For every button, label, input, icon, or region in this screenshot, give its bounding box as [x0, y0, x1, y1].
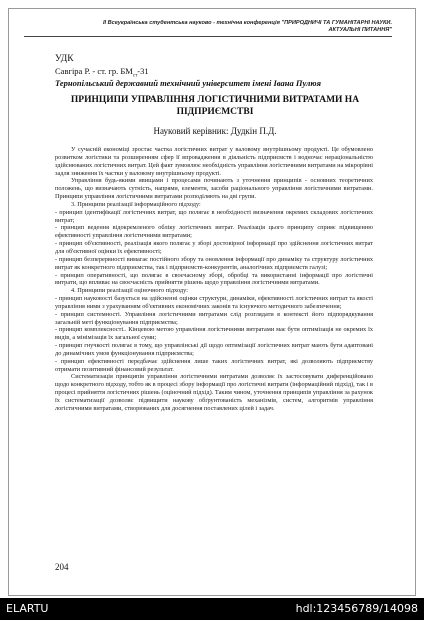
paragraph: Управління будь-якими явищами і процесами починають з уточнення принципів - основних теоретичних положень, що визначають сутність, напрями, елементи, засоби раціонального управління логістичними витратами. Принципи управління логістичними витратами розподіляють на дві групи.	[55, 177, 373, 201]
body-text	[55, 146, 373, 413]
paragraph: Систематизація принципів управління логістичними витратами дозволяє їх застосовувати диференційовано щодо конкретного підходу, тобто як в процесі збору інформації про логістичні витрати (інформаційний підхід), так і в процесі прийняття логістичних рішень (оціночний підхід). Таким чином, уточнення принципів управління за рахунок їх систематизації дозволяє підвищити наукову обґрунтованість механізмів, систем, алгоритмів управління логістичними витратами, створюваних для досягнення поставлених цілей і задач.	[55, 373, 373, 412]
paragraph: 3. Принципи реалізації інформаційного підходу:	[71, 200, 201, 208]
conference-line-2: АКТУАЛЬНІ ПИТАННЯ"	[328, 27, 392, 33]
list-item: - принцип ідентифікації логістичних витрат, що полягає в необхідності визначення окремих складових логістичних витрат;	[55, 208, 373, 224]
list-item: - принцип ефективності передбачає здійснення лише таких логістичних витрат, які дозволяють підприємству отримати позитивний фінансовий результат.	[55, 357, 373, 373]
paper-title	[55, 94, 375, 118]
paragraph: У сучасній економіці зростає частка логістичних витрат у валовому внутрішньому продукті. Це обумовлено розвитком логістики та розширенням сфер її впровадження в діяльність підприємств і водночас нераціональністю здійснюваних логістичних витрат. Цей факт зумовлює необхідність управління логістичними витратами на мікрорівні задля зниження їх частки у валовому внутрішньому продукті.	[55, 146, 373, 177]
list-item: - принцип науковості базується на здійсненні оцінки структури, динаміки, ефективності логістичних витрат та якості управління ними з урахуванням об'єктивних економічних законів та існуючого методичного забезпечення;	[55, 295, 373, 310]
author-group-subscript: ст	[132, 73, 138, 79]
list-item: - принцип системності. Управління логістичними витратами слід розглядати в контексті його підпорядкування загальній меті функціонування підприємства;	[55, 310, 373, 326]
title-line-1: ПРИНЦИПИ УПРАВЛІННЯ ЛОГІСТИЧНИМИ ВИТРАТАМИ НА	[70, 95, 360, 105]
handle-identifier[interactable]: hdl:123456789/14098	[295, 602, 418, 615]
author-name: Савгіра Р. - ст. гр. БМ	[55, 66, 133, 76]
list-item: - принцип оперативності, що полягає в своєчасному зборі, обробці та використанні інформації про логістичні витрати, що впливає на своєчасність прийняття рішень щодо управління логістичними витратами.	[55, 271, 373, 287]
list-item: - принцип ведення відокремленого обліку логістичних витрат. Реалізація цього принципу сприяє підвищенню ефективності управління логістичними витратами;	[55, 224, 373, 240]
list-item: - принцип гнучкості полягає в тому, що управлінські дії щодо оптимізації логістичних витрат мають бути адаптовані до динамічних умов функціонування підприємства;	[55, 342, 373, 357]
repository-name: ELARTU	[6, 602, 49, 615]
udk-label: УДК	[55, 54, 74, 64]
conference-header	[24, 20, 392, 34]
header-rule	[24, 36, 392, 37]
list-item: - принцип безперервності вимагає постійного збору та оновлення інформації про динаміку та структуру логістичних витрат як конкретного підприємства, так і підприємств-конкурентів, аналогічних підприємств галузі;	[55, 255, 373, 271]
paragraph: 4. Принципи реалізації оціночного підходу:	[71, 287, 188, 295]
page-number: 204	[55, 562, 69, 572]
title-line-2: ПІДПРИЄМСТВІ	[176, 107, 254, 117]
author-group-number: -31	[137, 66, 149, 76]
list-item: - принцип об'єктивності, реалізація якого полягає у зборі достовірної інформації про здійснення логістичних витрат для об'єктивної оцінки їх ефективності;	[55, 240, 373, 255]
list-item: - принцип комплексності.. Кінцевою метою управління логістичними витратами має бути оптимізація не окремих їх видів, а мінімізація їх загальної суми;	[55, 326, 373, 342]
supervisor: Науковий керівник: Дудкін П.Д.	[153, 126, 277, 136]
conference-line-1: ІІ Всеукраїнська студентська науково - технічна конференція "ПРИРОДНИЧІ ТА ГУМАНІТАРНІ НАУКИ.	[102, 20, 392, 26]
viewer-footer-bar	[0, 598, 424, 620]
institution: Тернопільський державний технічний університет імені Івана Пулюя	[55, 78, 321, 88]
